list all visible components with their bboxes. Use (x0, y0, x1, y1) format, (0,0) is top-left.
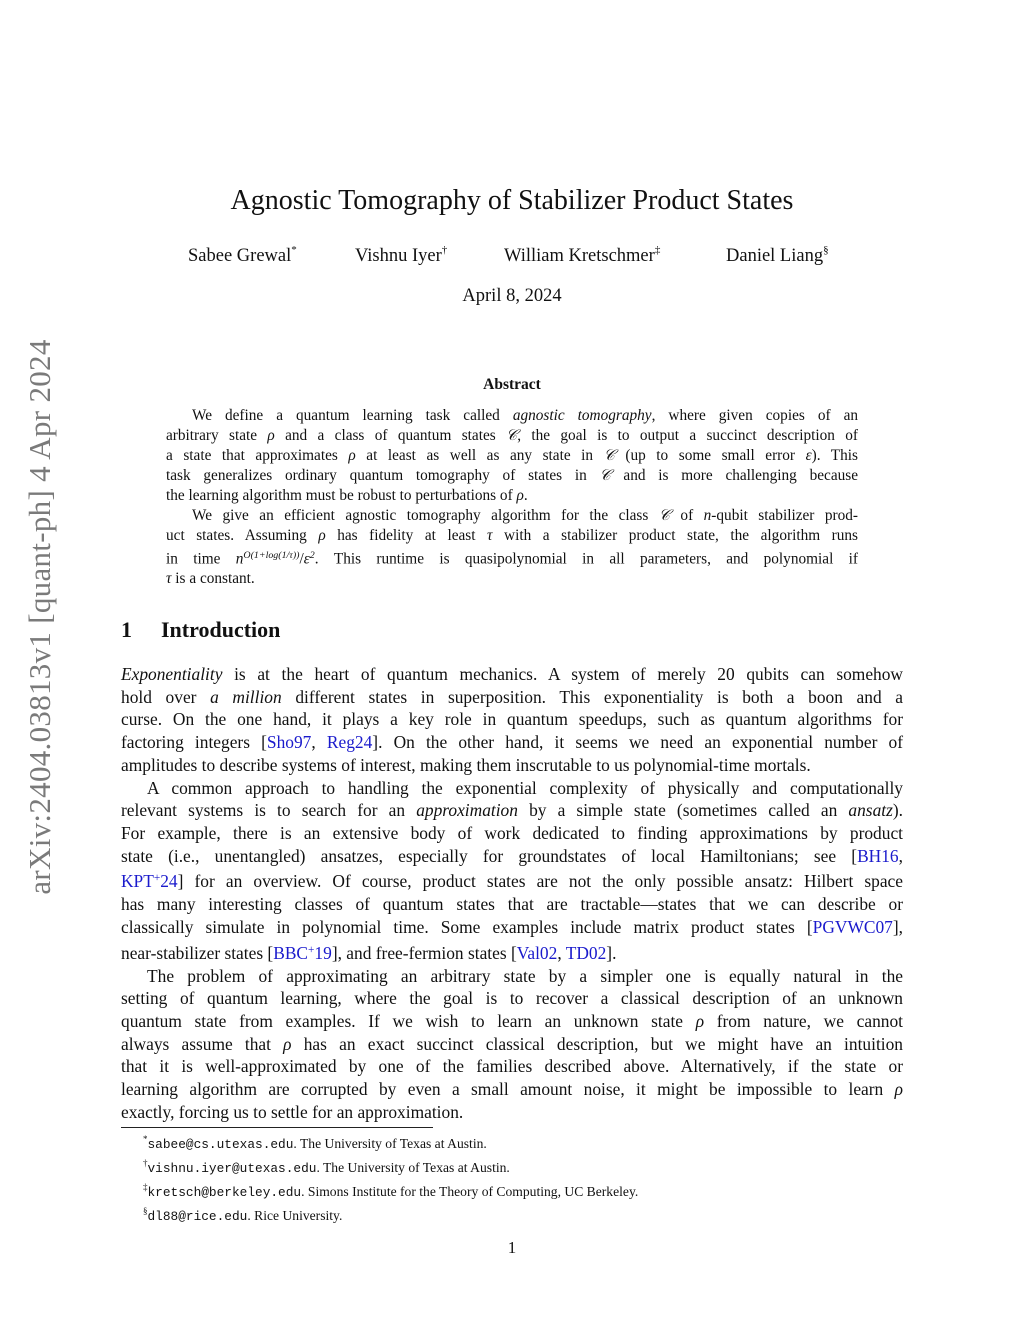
text-line (121, 754, 903, 777)
emphasis-text: 𝒞 (599, 467, 611, 484)
author (726, 244, 829, 267)
text-line (166, 569, 858, 589)
emphasis-text: a million (210, 686, 282, 707)
text-line (121, 686, 903, 709)
text-line (121, 916, 903, 939)
text-segment: and is more challenging because (610, 467, 858, 484)
text-segment: ], and free-fermion states [ (331, 942, 517, 963)
text-line (121, 663, 903, 686)
text-segment: ]. (606, 942, 617, 963)
text-segment: , (311, 732, 327, 753)
text-segment: learning algorithm are corrupted by even a small amount noise, it might be impossible to learn (121, 1079, 895, 1100)
text-line (166, 446, 858, 466)
text-line (166, 466, 858, 486)
affiliation: . The University of Texas at Austin. (316, 1160, 510, 1175)
emphasis-text: τ (166, 570, 172, 588)
text-segment: has an exact succinct classical description, but we might have an intuition (291, 1033, 903, 1054)
text-segment: relevant systems is to search for an (121, 800, 417, 821)
citation-link[interactable]: 24 (160, 871, 178, 892)
author-name: Vishnu Iyer (355, 246, 442, 266)
text-segment: -qubit stabilizer prod- (711, 507, 858, 524)
text-line (166, 406, 858, 426)
text-segment: , where given copies of an (651, 407, 859, 424)
emphasis-text: n (703, 507, 712, 524)
text-segment: state (i.e., unentangled) ansatzes, especially for groundstates of local Hamiltonians; see [ (121, 845, 858, 866)
text-segment: . This runtime is quasipolynomial in all parameters, and polynomial if (314, 550, 858, 568)
text-segment: by a simple state (sometimes called an (517, 800, 849, 821)
introduction-body (121, 663, 903, 1124)
emphasis-text: τ (487, 527, 493, 544)
text-segment: factoring integers [ (121, 732, 267, 753)
text-line (121, 1101, 903, 1124)
text-segment: setting of quantum learning, where the goal is to recover a classical description of an unknown (121, 988, 903, 1009)
text-segment: We define a quantum learning task called (192, 407, 513, 424)
text-segment: classically simulate in polynomial time. Some examples include matrix product states [ (121, 916, 813, 937)
abstract-heading: Abstract (483, 376, 541, 393)
emphasis-text: agnostic tomography (512, 407, 652, 424)
footnote-mark: § (143, 1206, 148, 1216)
text-segment: uct states. Assuming (166, 527, 319, 544)
text-segment: with a stabilizer product state, the algorithm runs (492, 527, 858, 544)
emphasis-text: ε (303, 550, 310, 568)
text-segment: , the goal is to output a succinct description of (517, 427, 858, 444)
text-segment: O(1+log(1/τ)) (243, 550, 300, 561)
footnote (143, 1154, 638, 1178)
citation-link[interactable]: BH16 (857, 845, 899, 866)
text-segment: is at the heart of quantum mechanics. A system of merely 20 qubits can somehow (222, 664, 903, 684)
text-segment: , (898, 845, 903, 866)
author (188, 244, 297, 267)
emphasis-text: 𝒞 (506, 427, 518, 444)
section-heading (121, 617, 280, 643)
text-segment: hold over (121, 686, 211, 707)
text-line (121, 1033, 903, 1056)
text-line (121, 867, 903, 893)
emphasis-text: Exponentiality (121, 664, 223, 684)
text-line (166, 546, 858, 569)
text-segment: and a class of quantum states (274, 427, 507, 444)
text-line (121, 1078, 903, 1101)
text-segment: curse. On the one hand, it plays a key role in quantum speedups, such as quantum algorithms for (121, 709, 903, 730)
citation-link[interactable]: BBC (273, 942, 309, 963)
paper-title: Agnostic Tomography of Stabilizer Product States (230, 185, 794, 216)
emphasis-text: ansatz (848, 800, 893, 821)
footnote-mark: * (143, 1134, 148, 1144)
paper-date: April 8, 2024 (462, 286, 562, 306)
text-segment: the learning algorithm must be robust to perturbations of (166, 487, 517, 504)
emphasis-text: ρ (516, 487, 524, 504)
citation-link[interactable]: KPT (121, 871, 154, 892)
author-name: Daniel Liang (726, 246, 824, 266)
text-segment: different states in superposition. This exponentiality is both a boon and a (281, 686, 903, 707)
author-email: dl88@rice.edu (147, 1209, 248, 1224)
text-segment: has fidelity at least (325, 527, 488, 544)
emphasis-text: ε (805, 447, 812, 464)
text-line (121, 893, 903, 916)
text-segment: The problem of approximating an arbitrary state by a simpler one is equally natural in the (147, 965, 903, 986)
text-line (121, 822, 903, 845)
emphasis-text: ρ (894, 1079, 903, 1100)
text-segment: We give an efficient agnostic tomography algorithm for the class (192, 507, 659, 524)
footnote-mark: * (291, 244, 297, 256)
affiliation: . The University of Texas at Austin. (293, 1136, 487, 1151)
text-line (121, 1010, 903, 1033)
author (355, 244, 447, 267)
text-segment: always assume that (121, 1033, 284, 1054)
text-segment: amplitudes to describe systems of interest, making them inscrutable to us polynomial-time mortals. (121, 754, 811, 775)
text-segment: exactly, forcing us to settle for an approximation. (121, 1101, 464, 1122)
citation-link[interactable]: TD02 (565, 942, 607, 963)
page-number: 1 (507, 1238, 517, 1257)
text-segment: ], (892, 916, 903, 937)
text-segment: near-stabilizer states [ (121, 942, 274, 963)
text-segment: is a constant. (171, 570, 255, 588)
text-segment: , (557, 942, 566, 963)
citation-link[interactable]: + (153, 872, 161, 885)
affiliation: . Simons Institute for the Theory of Computing, UC Berkeley. (301, 1184, 639, 1199)
text-line (121, 1055, 903, 1078)
footnote-mark: † (441, 244, 448, 256)
text-line (121, 708, 903, 731)
text-line (166, 426, 858, 446)
footnote (143, 1202, 638, 1226)
author-email: vishnu.iyer@utexas.edu (147, 1161, 317, 1176)
footnote-mark: ‡ (654, 244, 661, 256)
citation-link[interactable]: Sho97 (266, 732, 312, 753)
text-line (121, 731, 903, 754)
emphasis-text: ρ (267, 427, 275, 444)
emphasis-text: 𝒞 (658, 507, 670, 524)
citation-link[interactable]: 19 (314, 942, 332, 963)
emphasis-text: ρ (318, 527, 326, 544)
footnote (143, 1178, 638, 1202)
text-segment: A common approach to handling the exponential complexity of physically and computationally (147, 777, 903, 798)
text-line (166, 486, 858, 506)
text-segment: a state that approximates (166, 447, 349, 464)
text-segment: task generalizes ordinary quantum tomography of states in (166, 467, 600, 484)
text-line (121, 777, 903, 800)
text-line (166, 526, 858, 546)
abstract-body (166, 406, 858, 589)
text-line (121, 987, 903, 1010)
author-email: sabee@cs.utexas.edu (147, 1137, 294, 1152)
text-segment: in time (166, 550, 236, 568)
text-line (166, 506, 858, 526)
text-segment: ). (892, 800, 903, 821)
text-line (121, 845, 903, 868)
author (504, 244, 660, 267)
citation-link[interactable]: Reg24 (326, 732, 373, 753)
emphasis-text: ρ (695, 1010, 705, 1031)
emphasis-text: n (235, 550, 244, 568)
text-segment: For example, there is an extensive body of work dedicated to finding approximations by product (121, 822, 903, 843)
footnote (143, 1130, 638, 1154)
emphasis-text: approximation (416, 800, 518, 821)
text-segment: ] for an overview. Of course, product states are not the only possible ansatz: Hilbert space (177, 871, 903, 892)
text-segment: has many interesting classes of quantum states that are tractable—states that we can describe or (121, 894, 903, 915)
text-line (121, 965, 903, 988)
text-segment: ). This (811, 447, 859, 464)
footnote-mark: † (143, 1158, 148, 1168)
text-segment: 2 (309, 550, 315, 561)
footnote-mark: § (823, 244, 829, 256)
citation-link[interactable]: PGVWC07 (812, 916, 893, 937)
text-segment: / (299, 550, 304, 568)
author-email: kretsch@berkeley.edu (147, 1185, 302, 1200)
arxiv-identifier-sidebar: arXiv:2404.03813v1 [quant-ph] 4 Apr 2024 (22, 339, 57, 895)
text-segment: . (523, 487, 528, 504)
text-segment: ]. On the other hand, it seems we need an exponential number of (372, 732, 903, 753)
text-segment: that it is well-approximated by one of the families described above. Alternatively, if the state or (121, 1056, 903, 1077)
affiliation: . Rice University. (247, 1208, 343, 1223)
text-line (121, 939, 903, 965)
section-number: 1 (121, 617, 132, 642)
footnote-divider (121, 1127, 433, 1128)
text-segment: from nature, we cannot (704, 1010, 903, 1031)
author-name: Sabee Grewal (188, 246, 292, 266)
text-segment: arbitrary state (166, 427, 268, 444)
text-segment: quantum state from examples. If we wish to learn an unknown state (121, 1010, 696, 1031)
author-name: William Kretschmer (504, 246, 655, 266)
emphasis-text: ρ (283, 1033, 292, 1054)
emphasis-text: 𝒞 (603, 447, 615, 464)
text-segment: at least as well as any state in (355, 447, 604, 464)
text-line (121, 799, 903, 822)
citation-link[interactable]: Val02 (516, 942, 558, 963)
emphasis-text: ρ (348, 447, 356, 464)
text-segment: of (669, 507, 704, 524)
footnotes (143, 1130, 638, 1226)
footnote-mark: ‡ (143, 1182, 148, 1192)
text-segment: (up to some small error (614, 447, 806, 464)
section-title: Introduction (161, 617, 281, 642)
citation-link[interactable]: + (308, 943, 315, 956)
